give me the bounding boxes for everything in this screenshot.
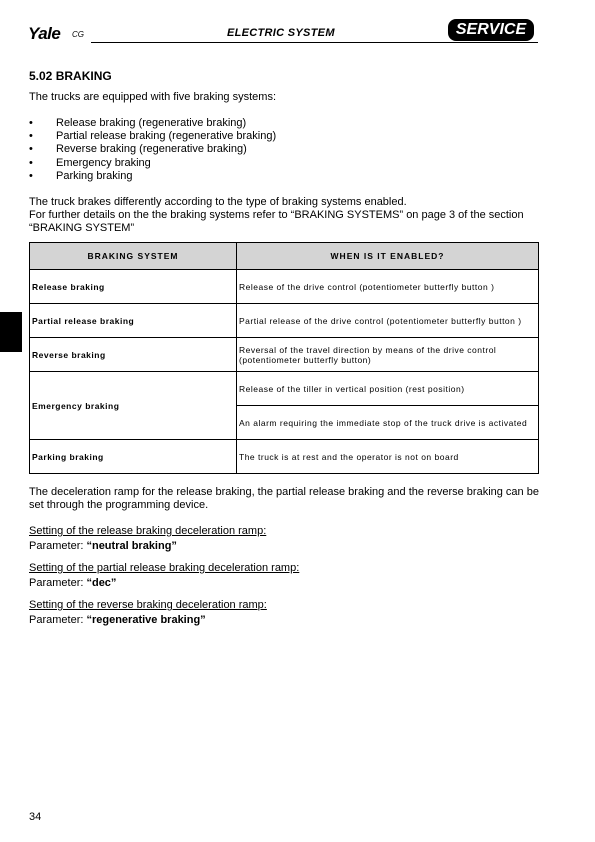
table-header-row: [30, 243, 539, 270]
table-row: [30, 440, 539, 474]
table-cell-when: An alarm requiring the immediate stop of the truck drive is activated: [237, 406, 539, 440]
table-row: [30, 304, 539, 338]
setting-heading: Setting of the release braking deceleration ramp:: [29, 525, 267, 537]
setting-heading: Setting of the reverse braking deceleration ramp:: [29, 599, 267, 611]
table-cell-system: Reverse braking: [30, 338, 237, 372]
list-item: [29, 117, 276, 130]
chapter-side-tab: [0, 312, 22, 352]
list-item-text: Release braking (regenerative braking): [56, 117, 247, 129]
brand-logo: Yale: [28, 24, 61, 43]
intro-text: The trucks are equipped with five braking systems:: [29, 91, 277, 103]
page-header-title: ELECTRIC SYSTEM: [227, 27, 335, 39]
list-item-text: Parking braking: [56, 169, 133, 182]
table-row: [30, 372, 539, 406]
brand-logo-mark: CG: [72, 30, 84, 39]
parameter-value: “neutral braking”: [86, 540, 177, 552]
bullet-icon: •: [29, 169, 33, 182]
parameter-label: Parameter:: [29, 614, 87, 626]
page-number: 34: [29, 811, 42, 823]
section-title: 5.02 BRAKING: [29, 69, 112, 83]
paragraph-line: The truck brakes differently according to the type of braking systems enabled.: [29, 196, 407, 208]
table-row: [30, 338, 539, 372]
bullet-icon: •: [29, 117, 33, 129]
setting-parameter: [29, 614, 206, 627]
list-item-text: Emergency braking: [56, 156, 151, 169]
paragraph-line: For further details on the the braking systems refer to “BRAKING SYSTEMS” on page 3 of the section: [29, 209, 524, 221]
service-badge: SERVICE: [448, 19, 534, 41]
table-cell-system: Emergency braking: [30, 372, 237, 440]
list-item-text: Reverse braking (regenerative braking): [56, 143, 247, 156]
list-item: [29, 157, 276, 170]
setting-parameter: [29, 577, 116, 590]
table-row: [30, 270, 539, 304]
table-cell-system: Partial release braking: [30, 304, 237, 338]
braking-systems-list: [29, 117, 276, 183]
table-cell-when: Reversal of the travel direction by means of the drive control (potentiometer butterfly button): [237, 338, 539, 372]
list-item-text: Partial release braking (regenerative braking): [56, 130, 277, 143]
column-header: BRAKING SYSTEM: [30, 243, 237, 270]
header-rule: [91, 42, 538, 43]
table-cell-when: Partial release of the drive control (potentiometer butterfly button ): [237, 304, 539, 338]
setting-heading: Setting of the partial release braking deceleration ramp:: [29, 562, 300, 574]
bullet-icon: •: [29, 156, 33, 169]
bullet-icon: •: [29, 130, 33, 143]
parameter-label: Parameter:: [29, 577, 87, 589]
paragraph-line: “BRAKING SYSTEM”: [29, 222, 135, 234]
paragraph-line: set through the programming device.: [29, 499, 209, 511]
list-item: [29, 143, 276, 156]
list-item: [29, 170, 276, 183]
table-cell-system: Release braking: [30, 270, 237, 304]
list-item: [29, 130, 276, 143]
paragraph-line: The deceleration ramp for the release braking, the partial release braking and the reverse braking can be: [29, 486, 539, 498]
braking-systems-table: [29, 242, 539, 474]
parameter-value: “regenerative braking”: [86, 614, 206, 626]
table-cell-when: The truck is at rest and the operator is not on board: [237, 440, 539, 474]
parameter-label: Parameter:: [29, 540, 87, 552]
parameter-value: “dec”: [86, 577, 117, 589]
table-cell-when: Release of the tiller in vertical position (rest position): [237, 372, 539, 406]
bullet-icon: •: [29, 143, 33, 156]
setting-parameter: [29, 540, 177, 553]
table-cell-system: Parking braking: [30, 440, 237, 474]
table-cell-when: Release of the drive control (potentiometer butterfly button ): [237, 270, 539, 304]
column-header: WHEN IS IT ENABLED?: [237, 243, 539, 270]
